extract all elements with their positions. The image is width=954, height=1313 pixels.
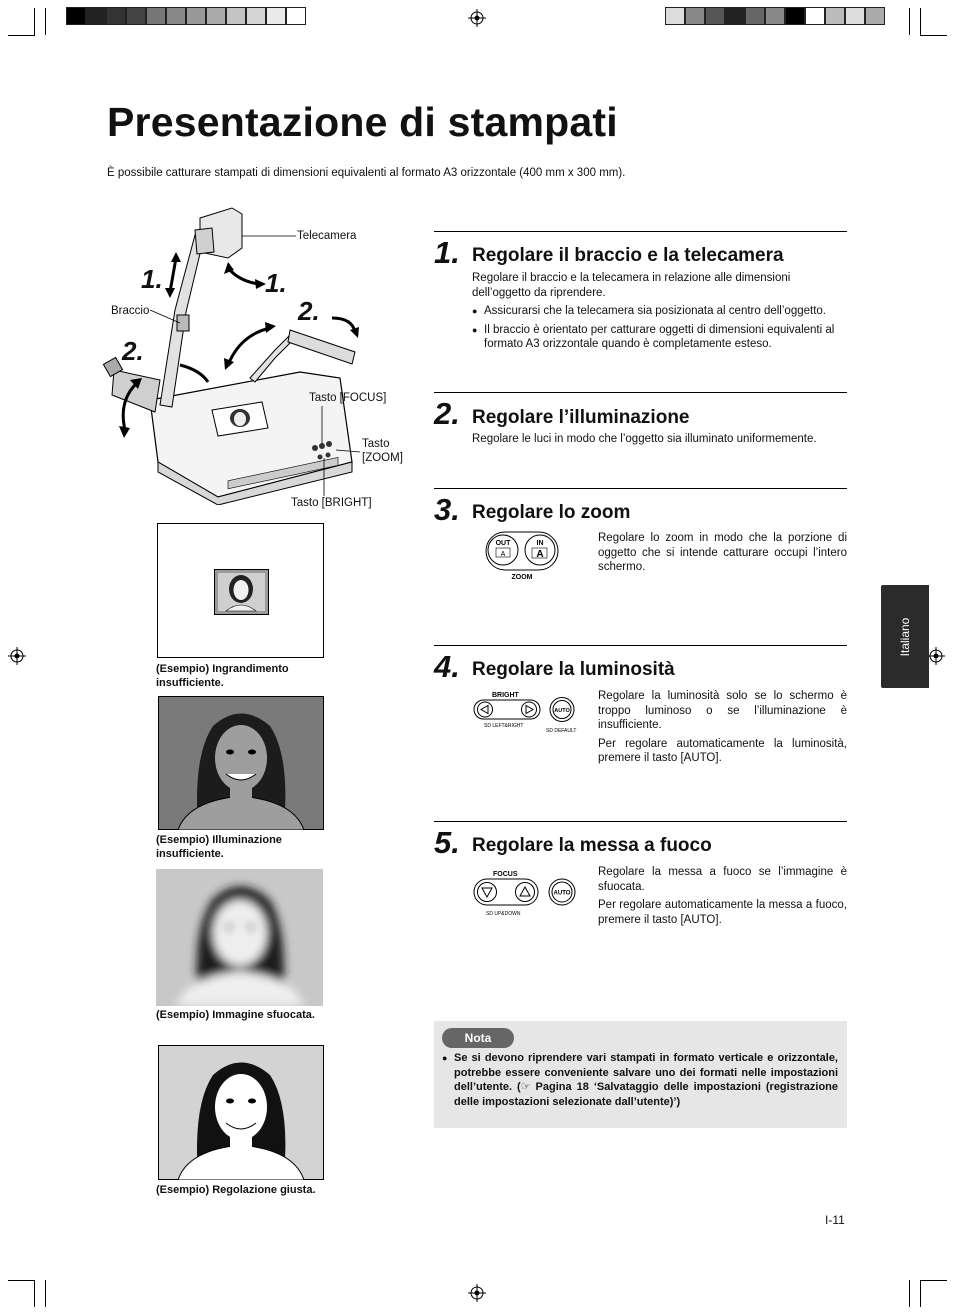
step-number: 2. (434, 396, 460, 431)
step-number: 3. (434, 492, 460, 527)
color-swatch (166, 7, 186, 25)
note-text: ● Se si devono riprendere vari stampati in formato verticale e orizzontale, potrebbe essere conveniente salvare uno dei formati nelle impostazioni dell’utente. (☞ Pagina 18 ‘Salvataggio delle impostazioni (registrazione delle impostazioni selezionate dall’utente)’) (442, 1051, 838, 1109)
step-text (472, 271, 848, 352)
zoom-out-label: OUT (495, 540, 511, 547)
color-swatch (246, 7, 266, 25)
caption-example-4: (Esempio) Regolazione giusta. (156, 1184, 316, 1196)
focus-panel-icon (472, 867, 584, 919)
crop-mark (34, 8, 35, 35)
color-bar-right (665, 7, 885, 25)
crop-mark (920, 35, 947, 36)
page-number: I-11 (825, 1213, 845, 1227)
caption-example-2: (Esempio) Illuminazione insufficiente. (156, 834, 282, 860)
label-tasto-focus: Tasto [FOCUS] (309, 392, 387, 404)
step-number: 4. (434, 649, 460, 684)
label-telecamera: Telecamera (297, 230, 357, 242)
language-tab (881, 585, 929, 688)
label-braccio: Braccio (111, 305, 150, 317)
color-swatch (805, 7, 825, 25)
section-divider (434, 231, 847, 232)
color-swatch (685, 7, 705, 25)
crop-mark (8, 1280, 35, 1281)
label-tasto-bright: Tasto [BRIGHT] (291, 497, 372, 509)
zoom-panel-icon (484, 531, 560, 583)
section-divider (434, 392, 847, 393)
step-bullet: ● Assicurarsi che la telecamera sia posizionata al centro dell’oggetto. (472, 304, 848, 319)
intro-text: È possibile catturare stampati di dimensioni equivalenti al formato A3 orizzontale (400 mm x 300 mm). (107, 167, 626, 179)
color-swatch (86, 7, 106, 25)
color-swatch (665, 7, 685, 25)
caption-example-1: (Esempio) Ingrandimento insufficiente. (156, 663, 289, 689)
crop-mark (8, 35, 35, 36)
step-description: Regolare le luci in modo che l’oggetto sia illuminato uniformemente. (472, 433, 817, 445)
crop-mark (909, 1280, 910, 1307)
example-image-zoom (157, 523, 324, 658)
color-swatch (825, 7, 845, 25)
registration-mark-icon (468, 1284, 486, 1302)
color-swatch (266, 7, 286, 25)
step-title: Regolare la messa a fuoco (472, 835, 712, 856)
color-swatch (865, 7, 885, 25)
step-description: Regolare la messa a fuoco se l’immagine è sfuocata. (598, 866, 847, 893)
color-swatch (146, 7, 166, 25)
step-title: Regolare il braccio e la telecamera (472, 245, 784, 266)
diagram-step-1b: 1. (265, 268, 287, 298)
page-title: Presentazione di stampati (107, 99, 618, 145)
zoom-label: ZOOM (511, 574, 533, 581)
step-description-2: Per regolare automaticamente la luminosità, premere il tasto [AUTO]. (598, 737, 847, 764)
step-bullet: ● Il braccio è orientato per catturare oggetti di dimensioni equivalenti al formato A3 orizzontale quando è completamente esteso. (472, 323, 848, 352)
color-swatch (226, 7, 246, 25)
bright-panel-icon (472, 689, 584, 735)
color-swatch (745, 7, 765, 25)
focus-label: FOCUS (493, 871, 518, 878)
step-description: Regolare il braccio e la telecamera in relazione alle dimensioni dell’oggetto da riprendere. (472, 272, 791, 299)
color-swatch (785, 7, 805, 25)
step-title: Regolare lo zoom (472, 502, 631, 523)
registration-mark-icon (8, 647, 26, 665)
focus-sub-label: SD UP&DOWN (486, 911, 521, 917)
crop-mark (920, 1280, 921, 1307)
step-text (598, 689, 847, 766)
section-divider (434, 645, 847, 646)
note-badge: Nota (442, 1028, 514, 1048)
zoom-a-large: A (536, 549, 544, 560)
zoom-in-label: IN (536, 540, 544, 547)
step-text (598, 865, 847, 927)
registration-mark-icon (927, 647, 945, 665)
zoom-a-small: A (500, 551, 506, 558)
diagram-step-1a: 1. (141, 264, 163, 294)
color-swatch (186, 7, 206, 25)
bright-auto-label: AUTO (554, 708, 570, 714)
step-title: Regolare la luminosità (472, 659, 675, 680)
step-description-2: Per regolare automaticamente la messa a fuoco, premere il tasto [AUTO]. (598, 899, 847, 926)
crop-mark (45, 8, 46, 35)
bright-sub-label-1: SD LEFT&RIGHT (484, 723, 524, 729)
color-swatch (206, 7, 226, 25)
example-image-dark (158, 696, 324, 830)
color-swatch (845, 7, 865, 25)
step-number: 5. (434, 825, 460, 860)
color-swatch (286, 7, 306, 25)
diagram-step-2a: 2. (122, 336, 144, 366)
bright-label: BRIGHT (492, 692, 519, 699)
crop-mark (34, 1280, 35, 1307)
step-number: 1. (434, 235, 460, 270)
registration-mark-icon (468, 9, 486, 27)
label-tasto-zoom: Tasto [ZOOM] (362, 438, 403, 464)
crop-mark (909, 8, 910, 35)
color-swatch (725, 7, 745, 25)
color-swatch (126, 7, 146, 25)
crop-mark (920, 8, 921, 35)
language-tab-label: Italiano (898, 617, 912, 656)
focus-auto-label: AUTO (553, 890, 571, 897)
step-description: Regolare la luminosità solo se lo schermo è troppo luminoso o se l’illuminazione è insufficiente. (598, 690, 847, 731)
color-bar-left (66, 7, 306, 25)
crop-mark (920, 1280, 947, 1281)
section-divider (434, 488, 847, 489)
example-image-correct (158, 1045, 324, 1180)
caption-example-3: (Esempio) Immagine sfuocata. (156, 1009, 315, 1021)
color-swatch (705, 7, 725, 25)
note-box (434, 1021, 847, 1128)
crop-mark (45, 1280, 46, 1307)
color-swatch (765, 7, 785, 25)
color-swatch (106, 7, 126, 25)
step-description: Regolare lo zoom in modo che la porzione di oggetto che si intende catturare occupi l’intero schermo. (598, 532, 847, 573)
example-image-blurred (156, 869, 323, 1006)
color-swatch (66, 7, 86, 25)
section-divider (434, 821, 847, 822)
bright-sub-label-2: SD DEFAULT (546, 728, 577, 734)
diagram-step-2b: 2. (298, 296, 320, 326)
step-title: Regolare l’illuminazione (472, 407, 690, 428)
